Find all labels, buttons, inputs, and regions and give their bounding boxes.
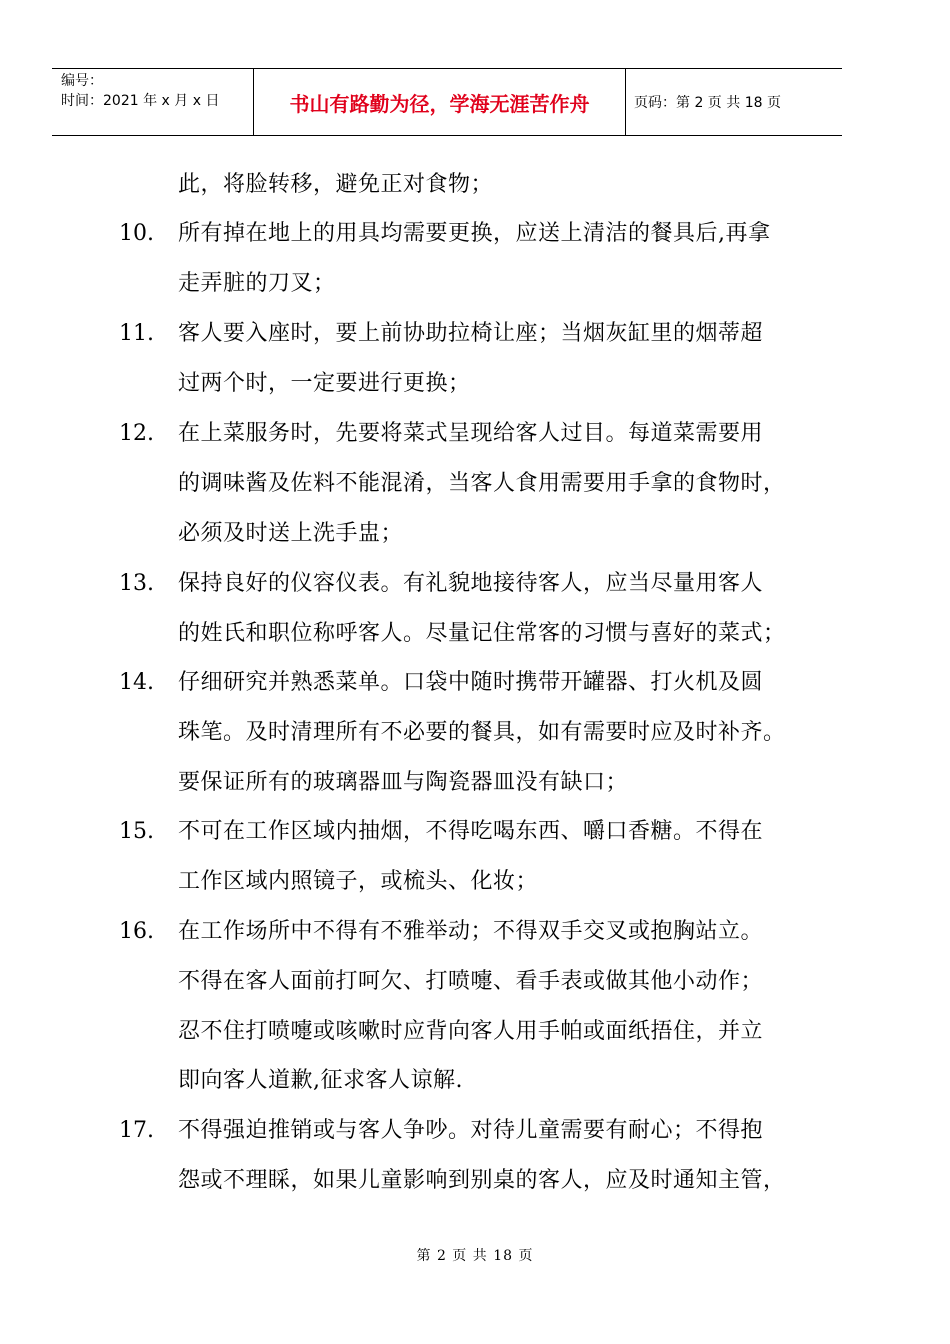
- item-line: 要保证所有的玻璃器皿与陶瓷器皿没有缺口；: [178, 770, 629, 795]
- motto-text: 书山有路勤为径，学海无涯苦作舟: [289, 92, 590, 116]
- header-page-info: 页码：第 2 页 共 18 页: [634, 95, 781, 111]
- item-line: 在工作场所中不得有不雅举动；不得双手交叉或抱胸站立。: [178, 919, 764, 944]
- page-footer: 第 2 页 共 18 页: [416, 1248, 534, 1264]
- item-number: 14.: [119, 670, 154, 695]
- item-line: 保持良好的仪容仪表。有礼貌地接待客人，应当尽量用客人: [178, 571, 764, 596]
- item-line: 过两个时，一定要进行更换；: [178, 371, 471, 396]
- item-line: 怨或不理睬，如果儿童影响到别桌的客人，应及时通知主管，: [178, 1168, 786, 1193]
- item-line: 所有掉在地上的用具均需要更换，应送上清洁的餐具后,再拿: [178, 221, 771, 246]
- item-number: 10.: [119, 221, 154, 246]
- item-line: 的调味酱及佐料不能混淆，当客人食用需要用手拿的食物时，: [178, 471, 786, 496]
- header-motto-cell: [254, 69, 626, 135]
- header-info-cell: [52, 69, 254, 135]
- item-number: 11.: [119, 321, 154, 346]
- header-page-cell: [626, 69, 842, 135]
- item-line: 在上菜服务时，先要将菜式呈现给客人过目。每道菜需要用: [178, 421, 764, 446]
- document-header: [52, 68, 842, 136]
- item-number: 12.: [119, 421, 154, 446]
- serial-label: 编号：: [61, 73, 103, 89]
- item-line: 走弄脏的刀叉；: [178, 271, 336, 296]
- continuation-line: 此，将脸转移，避免正对食物；: [178, 172, 494, 197]
- item-line: 不可在工作区域内抽烟，不得吃喝东西、嚼口香糖。不得在: [178, 819, 764, 844]
- item-line: 必须及时送上洗手盅；: [178, 521, 404, 546]
- item-line: 仔细研究并熟悉菜单。口袋中随时携带开罐器、打火机及圆: [178, 670, 764, 695]
- item-line: 不得强迫推销或与客人争吵。对待儿童需要有耐心；不得抱: [178, 1118, 764, 1143]
- time-label: 时间：2021 年 x 月 x 日: [61, 93, 220, 109]
- item-line: 客人要入座时，要上前协助拉椅让座；当烟灰缸里的烟蒂超: [178, 321, 764, 346]
- item-line: 忍不住打喷嚏或咳嗽时应背向客人用手帕或面纸捂住，并立: [178, 1019, 764, 1044]
- item-number: 17.: [119, 1118, 154, 1143]
- item-line: 即向客人道歉,征求客人谅解.: [178, 1068, 463, 1093]
- item-number: 13.: [119, 571, 154, 596]
- item-number: 16.: [119, 919, 154, 944]
- item-number: 15.: [119, 819, 154, 844]
- item-line: 工作区域内照镜子，或梳头、化妆；: [178, 869, 539, 894]
- item-line: 不得在客人面前打呵欠、打喷嚏、看手表或做其他小动作；: [178, 969, 764, 994]
- item-line: 珠笔。及时清理所有不必要的餐具，如有需要时应及时补齐。: [178, 720, 786, 745]
- item-line: 的姓氏和职位称呼客人。尽量记住常客的习惯与喜好的菜式；: [178, 621, 786, 646]
